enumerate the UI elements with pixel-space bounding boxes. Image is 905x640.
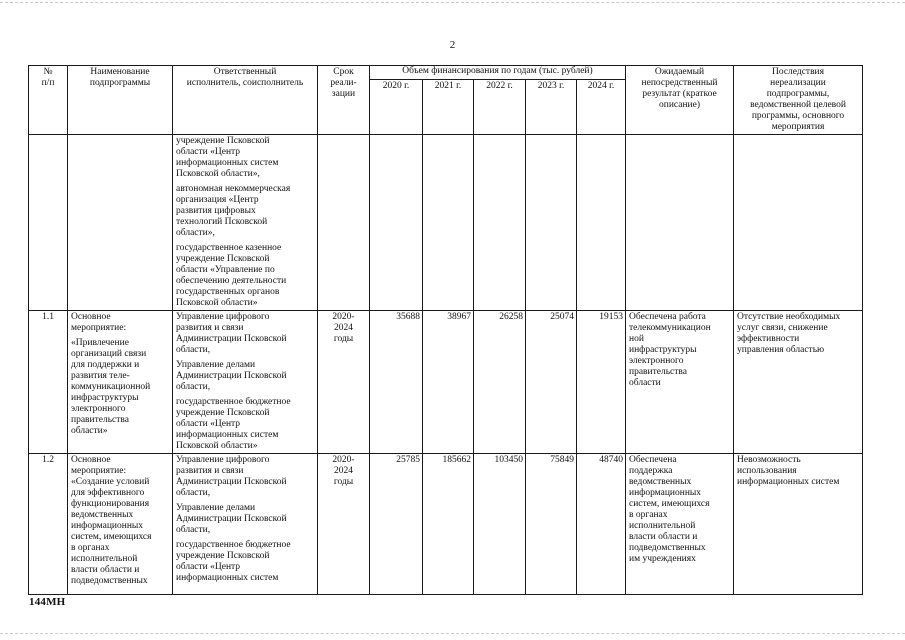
text-line: ведомственной целевой [750, 100, 846, 110]
scan-edge-top [0, 2, 905, 3]
header-year: 2020 г. [370, 80, 423, 135]
text-line: 2020- [332, 455, 355, 465]
text-line: организаций связи [71, 349, 147, 359]
row-value-2020: 25785 [370, 454, 423, 595]
header-result [626, 66, 734, 135]
text-line: организация «Центр [176, 195, 259, 205]
paragraph [71, 338, 169, 437]
text-line: нереализации [770, 78, 826, 88]
row-consequences [734, 135, 863, 311]
row-no: 1.2 [29, 454, 68, 595]
text-line: Администрации Псковской [176, 334, 287, 344]
row-value-2024: 19153 [577, 311, 626, 454]
text-line: информационных систем [176, 158, 279, 168]
text-line: подведомственных [629, 543, 706, 553]
text-line: им учреждениях [629, 554, 696, 564]
text-line: годы [333, 477, 354, 487]
text-line: 2024 [334, 466, 353, 476]
text-line: области «Центр [176, 147, 241, 157]
text-line: области, [176, 345, 211, 355]
text-line: обеспечению деятельности [176, 276, 287, 286]
text-line: услуг связи, снижение [737, 323, 828, 333]
row-result [626, 454, 734, 595]
paragraph [176, 184, 314, 239]
text-line: для поддержки и [71, 360, 140, 370]
text-line: правительства [629, 367, 688, 377]
text-line: в органах [71, 543, 110, 553]
row-term [318, 311, 370, 454]
text-line: Администрации Псковской [176, 477, 287, 487]
text-line: инфраструктуры [71, 393, 139, 403]
row-name [68, 311, 173, 454]
text-line: телекоммуникацион [629, 323, 711, 333]
text-line: Невозможность [737, 455, 801, 465]
row-value-2021: 38967 [423, 311, 474, 454]
row-term [318, 454, 370, 595]
text-line: государственное бюджетное [176, 540, 291, 550]
text-line: годы [333, 334, 354, 344]
row-value-2023 [526, 135, 577, 311]
row-value-2023: 75849 [526, 454, 577, 595]
header-no [29, 66, 68, 135]
text-line: учреждение Псковской [176, 136, 270, 146]
financing-table [28, 65, 863, 595]
text-line: Администрации Псковской [176, 371, 287, 381]
paragraph [176, 397, 314, 452]
table-row [29, 311, 863, 454]
row-value-2024: 48740 [577, 454, 626, 595]
text-line: п/п [41, 78, 55, 88]
text-line: учреждение Псковской [176, 551, 270, 561]
text-line: учреждение Псковской [176, 408, 270, 418]
text-line: 2024 [334, 323, 353, 333]
header-year: 2024 г. [577, 80, 626, 135]
row-no [29, 135, 68, 311]
row-executor [173, 311, 318, 454]
text-line: Псковской области» [176, 441, 258, 451]
text-line: развития и связи [176, 466, 244, 476]
text-line: области [629, 378, 661, 388]
text-line: области, [176, 382, 211, 392]
text-line: автономная некоммерческая [176, 184, 291, 194]
text-line: эффективности [737, 334, 800, 344]
paragraph [176, 540, 314, 584]
text-line: государственных органов [176, 287, 280, 297]
text-line: информационных [629, 488, 702, 498]
text-line: государственное бюджетное [176, 397, 291, 407]
row-term [318, 135, 370, 311]
text-line: информационных [71, 521, 144, 531]
text-line: Ожидаемый [654, 67, 705, 77]
header-year: 2021 г. [423, 80, 474, 135]
text-line: Ответственный [213, 67, 277, 77]
row-name [68, 454, 173, 595]
text-line: ведомственных [629, 477, 692, 487]
text-line: власти области и [629, 532, 698, 542]
text-line: поддержка [629, 466, 673, 476]
paragraph [71, 455, 169, 587]
row-result [626, 311, 734, 454]
text-line: подведомственных [71, 576, 148, 586]
paragraph [176, 360, 314, 393]
text-line: систем, имеющихся [71, 532, 152, 542]
text-line: информационных систем [176, 573, 279, 583]
text-line: Псковской области», [176, 169, 260, 179]
header-consequences [734, 66, 863, 135]
text-line: инфраструктуры [629, 345, 697, 355]
table-row [29, 135, 863, 311]
header-financing: Объем финансирования по годам (тыс. рублей) [370, 66, 626, 80]
text-line: Основное [71, 455, 111, 465]
text-line: функционирования [71, 499, 150, 509]
text-line: развития и связи [176, 323, 244, 333]
text-line: программы, основного [751, 111, 845, 121]
paragraph [71, 312, 169, 334]
row-value-2021 [423, 135, 474, 311]
row-consequences [734, 454, 863, 595]
scan-edge-bottom [0, 633, 905, 634]
row-executor [173, 454, 318, 595]
text-line: Управление цифрового [176, 455, 270, 465]
paragraph [176, 243, 314, 309]
text-line: власти области и [71, 565, 140, 575]
text-line: Последствия [771, 67, 825, 77]
text-line: подпрограммы [89, 78, 151, 88]
row-value-2022: 103450 [474, 454, 526, 595]
text-line: государственное казенное [176, 243, 282, 253]
row-no: 1.1 [29, 311, 68, 454]
row-consequences [734, 311, 863, 454]
text-line: Основное [71, 312, 111, 322]
text-line: области «Центр [176, 562, 241, 572]
text-line: исполнитель, соисполнитель [186, 78, 304, 88]
paragraph [176, 312, 314, 356]
text-line: развития теле- [71, 371, 130, 381]
table-header-row [29, 66, 863, 80]
text-line: «Привлечение [71, 338, 129, 348]
text-line: в органах [629, 510, 668, 520]
row-value-2021: 185662 [423, 454, 474, 595]
text-line: Администрации Псковской [176, 514, 287, 524]
text-line: области, [176, 525, 211, 535]
row-result [626, 135, 734, 311]
text-line: Обеспечена [629, 455, 677, 465]
paragraph [176, 503, 314, 536]
row-value-2020 [370, 135, 423, 311]
text-line: исполнительной [71, 554, 138, 564]
table-row [29, 454, 863, 595]
text-line: использования [737, 466, 797, 476]
text-line: области, [176, 488, 211, 498]
text-line: мероприятия [771, 122, 825, 132]
text-line: Управление делами [176, 503, 256, 513]
text-line: описание) [658, 100, 700, 110]
text-line: зации [331, 89, 356, 99]
text-line: коммуникационной [71, 382, 151, 392]
text-line: Наименование [90, 67, 150, 77]
text-line: Управление цифрового [176, 312, 270, 322]
text-line: «Создание условий [71, 477, 150, 487]
page-number: 2 [449, 39, 456, 51]
text-line: Срок [333, 67, 354, 77]
row-value-2022: 26258 [474, 311, 526, 454]
text-line: 2020- [332, 312, 355, 322]
text-line: правительства [71, 415, 130, 425]
text-line: области», [176, 228, 215, 238]
paragraph [176, 136, 314, 180]
text-line: Отсутствие необходимых [737, 312, 841, 322]
row-value-2020: 35688 [370, 311, 423, 454]
text-line: электронного [629, 356, 684, 366]
text-line: развития цифровых [176, 206, 256, 216]
text-line: Псковской области» [176, 298, 258, 308]
text-line: подпрограммы, [766, 89, 830, 99]
text-line: мероприятие: [71, 323, 127, 333]
text-line: области» [71, 426, 108, 436]
text-line: учреждение Псковской [176, 254, 270, 264]
header-name [68, 66, 173, 135]
text-line: исполнительной [629, 521, 696, 531]
row-executor [173, 135, 318, 311]
text-line: Управление делами [176, 360, 256, 370]
text-line: реали- [330, 78, 357, 88]
paragraph [176, 455, 314, 499]
row-value-2023: 25074 [526, 311, 577, 454]
text-line: Обеспечена работа [629, 312, 706, 322]
header-year: 2023 г. [526, 80, 577, 135]
text-line: технологий Псковской [176, 217, 268, 227]
text-line: области «Центр [176, 419, 241, 429]
text-line: ведомственных [71, 510, 134, 520]
row-name [68, 135, 173, 311]
text-line: управления областью [737, 345, 825, 355]
row-value-2022 [474, 135, 526, 311]
text-line: непосредственный [641, 78, 718, 88]
document-code: 144МН [29, 596, 66, 608]
header-term [318, 66, 370, 135]
text-line: информационных систем [176, 430, 279, 440]
text-line: ной [629, 334, 644, 344]
text-line: мероприятие: [71, 466, 127, 476]
text-line: области «Управление по [176, 265, 275, 275]
text-line: для эффективного [71, 488, 145, 498]
row-value-2024 [577, 135, 626, 311]
header-year: 2022 г. [474, 80, 526, 135]
text-line: № [43, 67, 53, 77]
text-line: результат (краткое [642, 89, 717, 99]
text-line: информационных систем [737, 477, 840, 487]
header-executor [173, 66, 318, 135]
text-line: электронного [71, 404, 126, 414]
text-line: систем, имеющихся [629, 499, 710, 509]
